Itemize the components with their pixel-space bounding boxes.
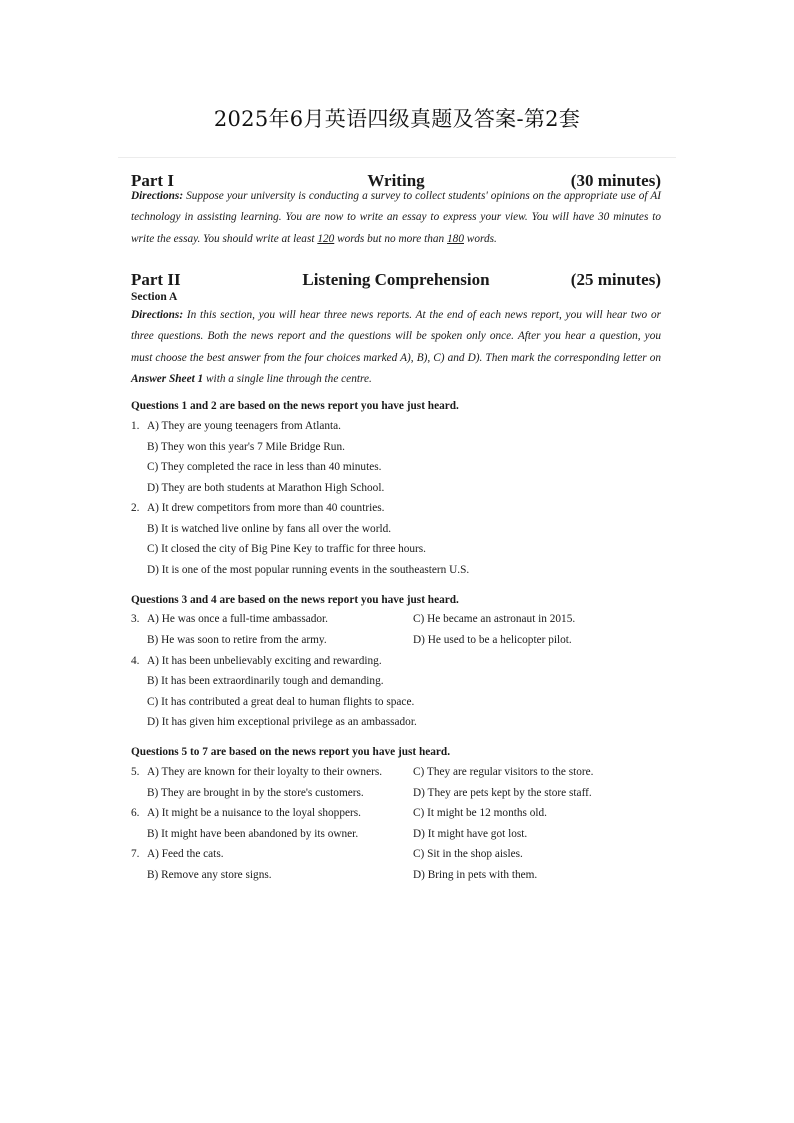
choice-b: B) He was soon to retire from the army.	[147, 634, 327, 646]
max-words: 180	[447, 232, 464, 245]
directions-text: with a single line through the centre.	[203, 372, 372, 385]
question-group-heading: Questions 3 and 4 are based on the news report you have just heard.	[131, 594, 459, 606]
title-divider	[118, 157, 676, 158]
choice-b: B) It might have been abandoned by its owner.	[147, 828, 359, 840]
part2-label: Part II	[131, 270, 181, 289]
question-number: 4.	[131, 655, 140, 667]
question-number: 3.	[131, 613, 140, 625]
question-group-heading: Questions 5 to 7 are based on the news report you have just heard.	[131, 746, 451, 758]
question-number: 5.	[131, 766, 140, 778]
directions-text: words.	[463, 232, 497, 245]
choice-c: C) Sit in the shop aisles.	[413, 848, 523, 860]
choice-a: A) It might be a nuisance to the loyal shoppers.	[147, 807, 361, 819]
choice-b: B) They won this year's 7 Mile Bridge Run.	[147, 441, 345, 453]
choice-a: A) It has been unbelievably exciting and rewarding.	[147, 655, 382, 667]
directions-label: Directions:	[131, 309, 184, 321]
directions-text: words but no more than	[334, 232, 448, 245]
part1-time: (30 minutes)	[570, 171, 661, 190]
choice-d: D) It has given him exceptional privilege as an ambassador.	[147, 716, 417, 728]
choice-d: D) He used to be a helicopter pilot.	[413, 634, 572, 646]
choice-c: C) He became an astronaut in 2015.	[413, 613, 576, 625]
choice-d: D) They are both students at Marathon High School.	[147, 482, 385, 494]
choice-d: D) They are pets kept by the store staff.	[413, 787, 592, 799]
choice-a: A) He was once a full-time ambassador.	[147, 613, 329, 625]
choice-a: A) It drew competitors from more than 40 countries.	[147, 502, 385, 514]
section-a-label: Section A	[131, 291, 178, 303]
choice-b: B) It has been extraordinarily tough and demanding.	[147, 675, 384, 687]
answer-sheet-label: Answer Sheet 1	[131, 372, 204, 385]
part2-header	[131, 270, 661, 294]
part1-label: Part I	[131, 171, 174, 190]
choice-d: D) It might have got lost.	[413, 828, 528, 840]
question-number: 6.	[131, 807, 140, 819]
part2-directions	[131, 305, 661, 390]
min-words: 120	[317, 232, 335, 245]
choice-a: A) They are known for their loyalty to their owners.	[147, 766, 383, 778]
choice-c: C) It has contributed a great deal to human flights to space.	[147, 696, 415, 708]
choice-c: C) It closed the city of Big Pine Key to traffic for three hours.	[147, 543, 427, 555]
choice-a: A) Feed the cats.	[147, 848, 224, 860]
part2-name: Listening Comprehension	[302, 270, 490, 289]
choice-b: B) Remove any store signs.	[147, 869, 272, 881]
choice-d: D) Bring in pets with them.	[413, 869, 538, 881]
directions-label: Directions:	[131, 190, 184, 202]
part2-time: (25 minutes)	[570, 270, 661, 289]
document-title: 2025年6月英语四级真题及答案-第2套	[213, 107, 581, 131]
choice-a: A) They are young teenagers from Atlanta.	[147, 420, 341, 432]
question-group-heading: Questions 1 and 2 are based on the news report you have just heard.	[131, 400, 459, 412]
choice-b: B) It is watched live online by fans all over the world.	[147, 523, 392, 535]
directions-text: In this section, you will hear three news reports. At the end of each news report, you will hear two or three questions. Both the news report and the questions will be spoken only once. After you hear a question, you must choose the best answer from the four choices marked A), B), C) and D). Then mark the corresponding letter on	[131, 309, 661, 364]
question-number: 2.	[131, 502, 140, 514]
choice-d: D) It is one of the most popular running events in the southeastern U.S.	[147, 564, 470, 576]
part1-name: Writing	[367, 171, 425, 190]
choice-c: C) They completed the race in less than 40 minutes.	[147, 461, 382, 473]
part1-directions	[131, 186, 661, 250]
question-number: 7.	[131, 848, 140, 860]
choice-c: C) It might be 12 months old.	[413, 807, 547, 819]
choice-b: B) They are brought in by the store's customers.	[147, 787, 364, 799]
directions-text: Suppose your university is conducting a survey to collect students' opinions on the appropriate use of AI technology in assisting learning. You are now to write an essay to express your view. You will have 30 minutes to write the essay. You should write at least	[131, 190, 662, 245]
choice-c: C) They are regular visitors to the store.	[413, 766, 594, 778]
question-number: 1.	[131, 420, 140, 432]
